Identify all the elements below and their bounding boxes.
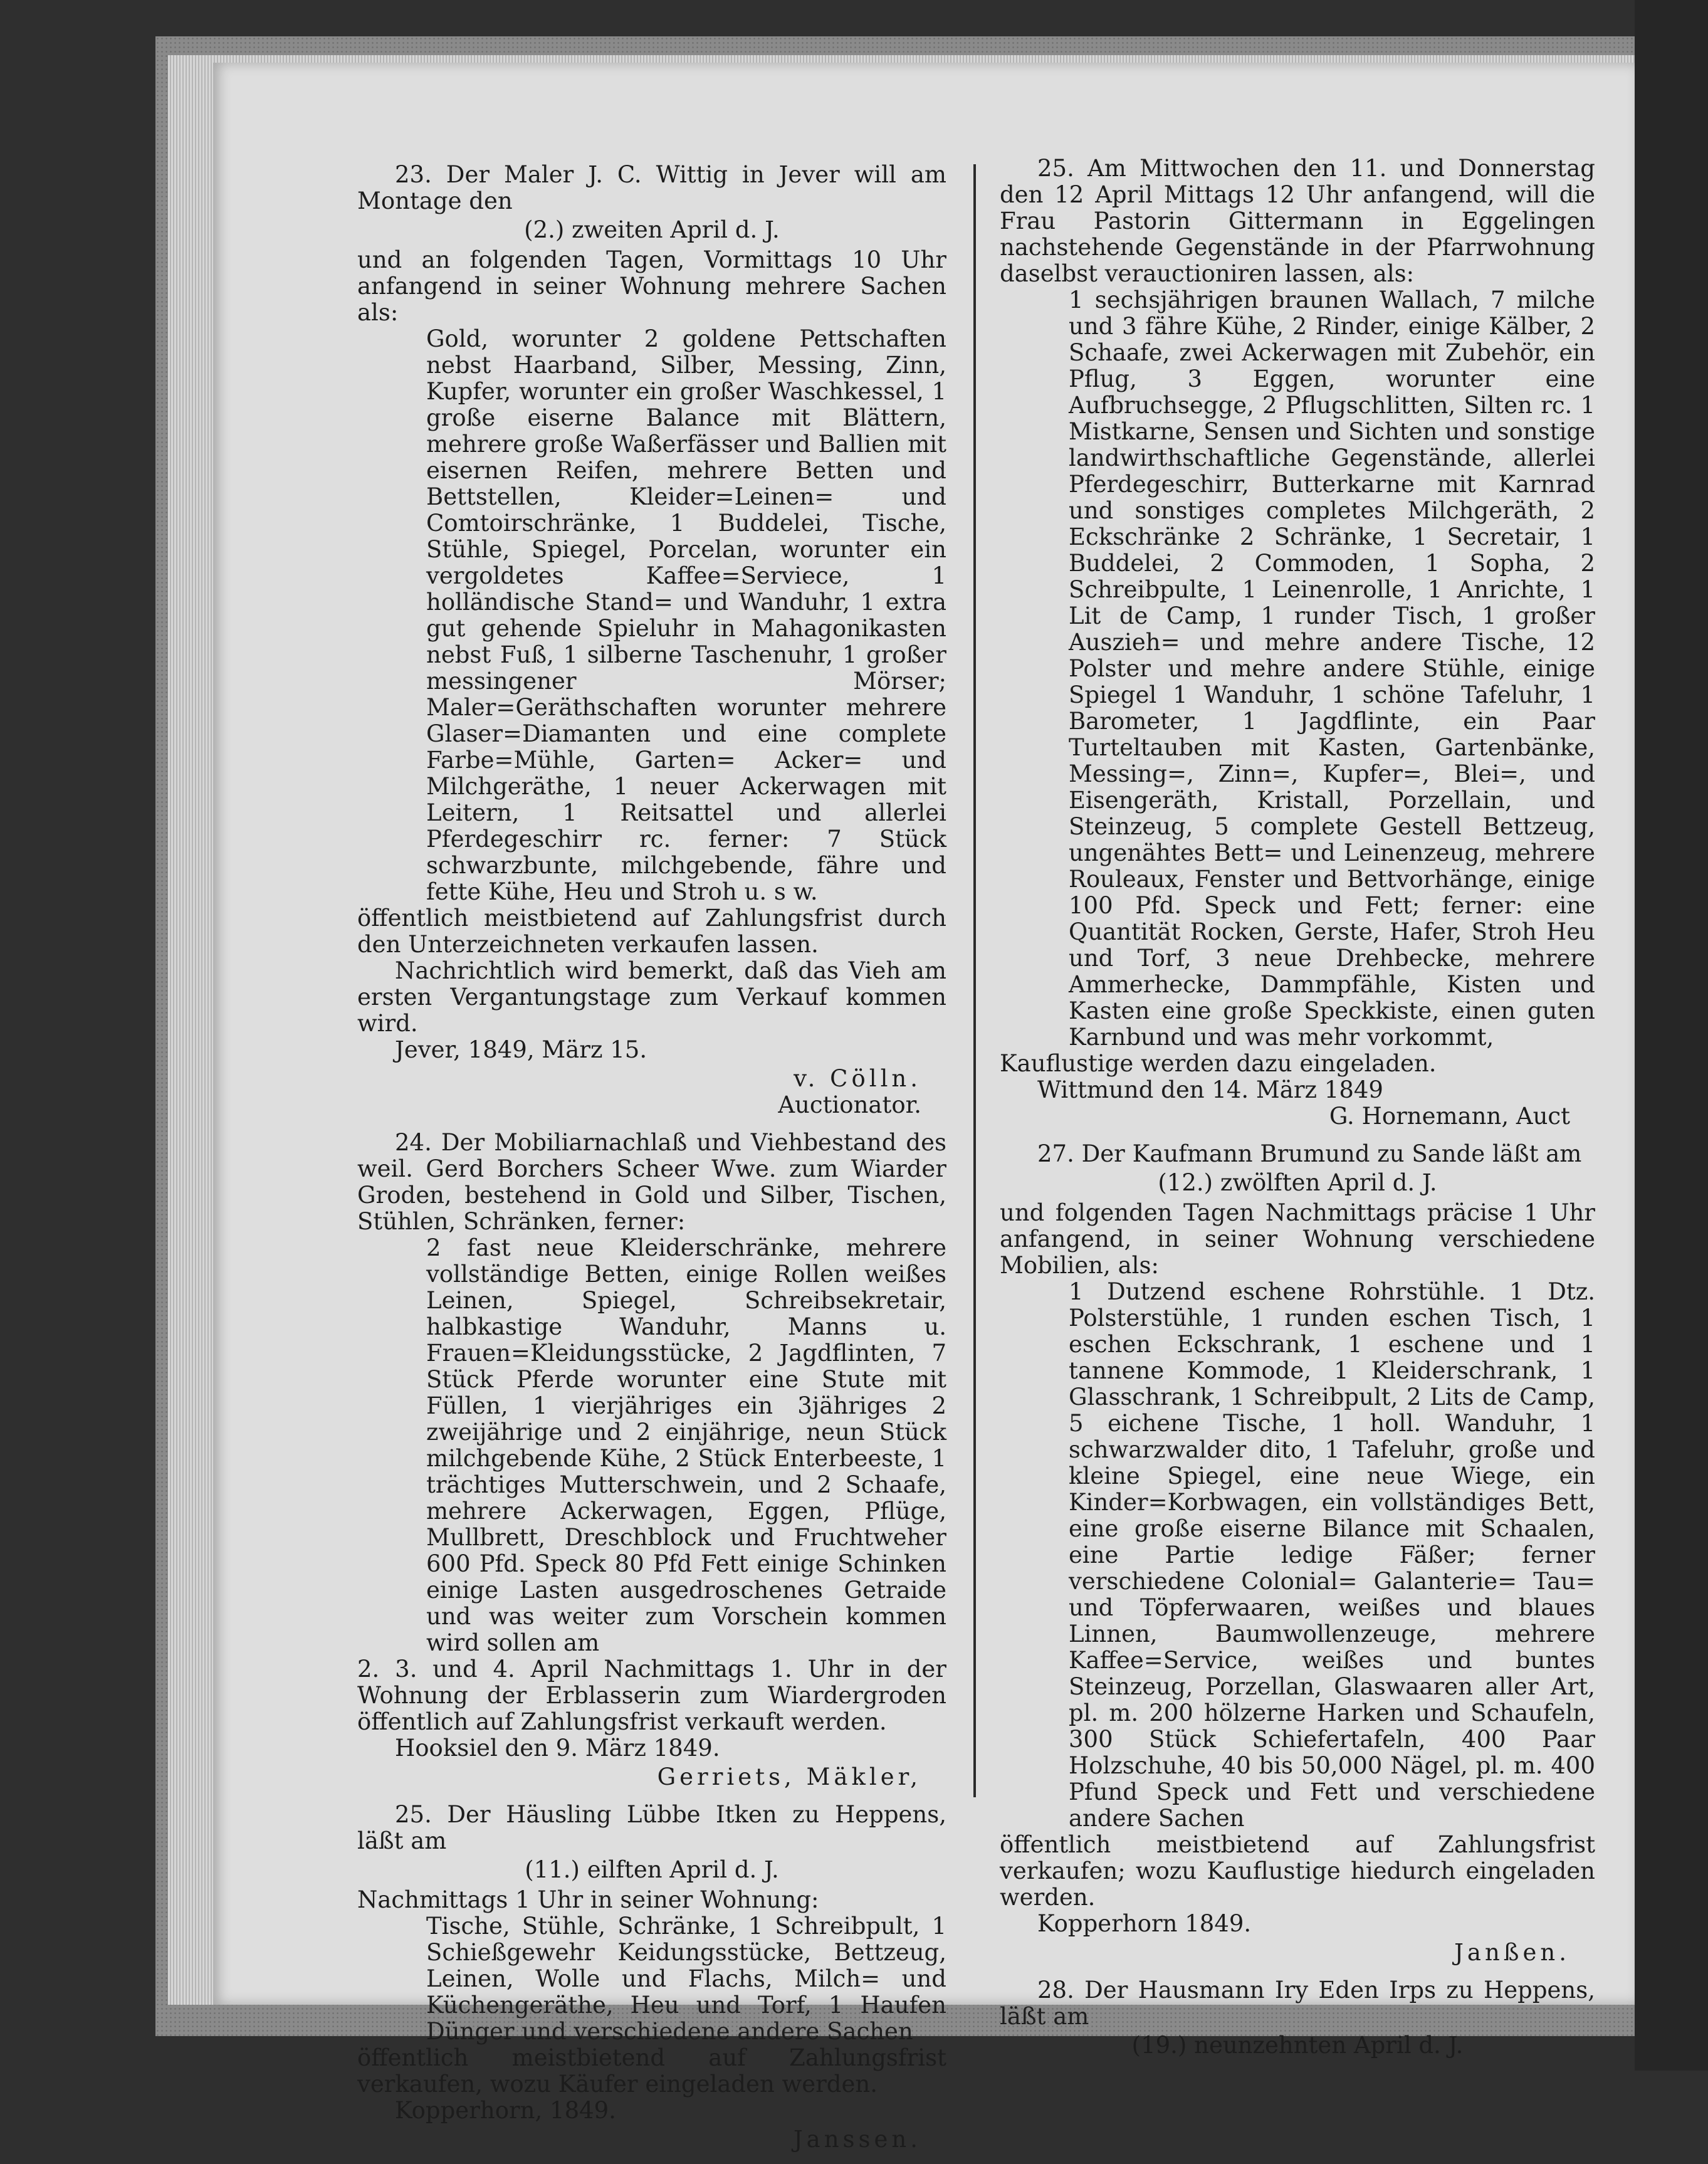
notice-body: Nachmittags 1 Uhr in seiner Wohnung: bbox=[357, 1886, 819, 1913]
left-column bbox=[357, 162, 946, 2164]
notice-head: 23. Der Maler J. C. Wittig in Jever will am Montage den bbox=[357, 161, 946, 214]
notice-date: (12.) zwölften April d. J. bbox=[1158, 1169, 1437, 1196]
notice-note: Nachrichtlich wird bemerkt, daß das Vieh am ersten Vergantungstage zum Verkauf kommen wird. bbox=[357, 957, 946, 1037]
notice-signature: Gerriets, Mäkler, bbox=[657, 1763, 921, 1790]
notice-head: 28. Der Hausmann Iry Eden Irps zu Heppens, läßt am bbox=[1000, 1977, 1595, 2030]
notice-place-date: Hooksiel den 9. März 1849. bbox=[395, 1735, 720, 1762]
notice-items: 1 sechsjährigen braunen Wallach, 7 milche und 3 fähre Kühe, 2 Rinder, einige Kälber, 2 Schaafe, zwei Ackerwagen mit Zubehör, ein Pflug, 3 Eggen, worunter eine Aufbruchsegge, 2 Pflugschlitten, Silten rc. 1 Mistkarne, Sensen und Sichten und sonstige landwirthschaftliche Gegenstände, allerlei Pferdegeschirr, Butterkarne mit Karnrad und sonstiges completes Milchgeräth, 2 Eckschränke 2 Schränke, 1 Secretair, 1 Buddelei, 2 Commoden, 1 Sopha, 2 Schreibpulte, 1 Leinenrolle, 1 Anrichte, 1 Lit de Camp, 1 runder Tisch, 1 großer Auszieh= und mehre andere Tische, 12 Polster und mehre andere Stühle, einige Spiegel 1 Wanduhr, 1 schöne Tafeluhr, 1 Barometer, 1 Jagdflinte, ein Paar Turteltauben mit Kasten, Gartenbänke, Messing=, Zinn=, Kupfer=, Blei=, und Eisengeräth, Kristall, Porzellain, und Steinzeug, 5 complete Gestell Bettzeug, ungenähtes Bett= und Leinenzeug, mehrere Rouleaux, Fenster und Bettvorhänge, einige 100 Pfd. Speck und Fett; ferner: eine Quantität Rocken, Gerste, Hafer, Stroh Heu und Torf, 3 neue Drehbecke, mehrere Ammerhecke, Dammpfähle, Kisten und Kasten eine große Speckkiste, einen guten Karnbund und was mehr vorkommt, bbox=[1069, 286, 1595, 1051]
notice-body: und folgenden Tagen Nachmittags präcise 1 Uhr anfangend, in seiner Wohnung verschiedene Mobilien, als: bbox=[1000, 1199, 1595, 1279]
notice-date: (11.) eilften April d. J. bbox=[525, 1856, 779, 1883]
notice-closing: 2. 3. und 4. April Nachmittags 1. Uhr in der Wohnung der Erblasserin zum Wiardergroden öffentlich auf Zahlungsfrist verkauft werden. bbox=[357, 1656, 946, 1735]
notice-head: 24. Der Mobiliarnachlaß und Viehbestand des weil. Gerd Borchers Scheer Wwe. zum Wiarder Groden, bestehend in Gold und Silber, Tischen, Stühlen, Schränken, ferner: bbox=[357, 1129, 946, 1235]
notice-head: 27. Der Kaufmann Brumund zu Sande läßt am bbox=[1037, 1140, 1582, 1167]
notice-23 bbox=[357, 162, 946, 1118]
notice-closing: öffentlich meistbietend auf Zahlungsfrist verkaufen, wozu Käufer eingeladen werden. bbox=[357, 2044, 946, 2098]
notice-closing: öffentlich meistbietend auf Zahlungsfrist verkaufen; wozu Kauflustige hiedurch eingeladen werden. bbox=[1000, 1831, 1595, 1911]
notice-28 bbox=[1000, 1977, 1595, 2059]
notice-place-date: Wittmund den 14. März 1849 bbox=[1037, 1076, 1383, 1103]
notice-place-date: Jever, 1849, März 15. bbox=[395, 1036, 647, 1063]
notice-signature: Janssen. bbox=[793, 2126, 921, 2153]
notice-24 bbox=[357, 1130, 946, 1790]
notice-signature: G. Hornemann, Auct bbox=[1329, 1103, 1570, 1130]
notice-25b bbox=[1000, 155, 1595, 1130]
right-column bbox=[1000, 155, 1595, 2070]
notice-signature: Janßen. bbox=[1454, 1939, 1570, 1966]
notice-head: 25. Am Mittwochen den 11. und Donnerstag den 12 April Mittags 12 Uhr anfangend, will die Frau Pastorin Gittermann in Eggelingen nachstehende Gegenstände in der Pfarrwohnung daselbst verauctioniren lassen, als: bbox=[1000, 155, 1595, 287]
notice-signature-title: Auctionator. bbox=[778, 1091, 921, 1118]
notice-date: (19.) neunzehnten April d. J. bbox=[1131, 2032, 1464, 2059]
notice-date: (2.) zweiten April d. J. bbox=[524, 216, 780, 243]
notice-place-date: Kopperhorn 1849. bbox=[1037, 1910, 1252, 1937]
notice-27 bbox=[1000, 1141, 1595, 1966]
notice-head: 25. Der Häusling Lübbe Itken zu Heppens, läßt am bbox=[357, 1801, 946, 1854]
notice-closing: öffentlich meistbietend auf Zahlungsfrist durch den Unterzeichneten verkaufen lassen. bbox=[357, 905, 946, 958]
notice-closing: Kauflustige werden dazu eingeladen. bbox=[1000, 1050, 1437, 1077]
notice-items: 2 fast neue Kleiderschränke, mehrere vollständige Betten, einige Rollen weißes Leinen, Spiegel, Schreibsekretair, halbkastige Wanduhr, Manns u. Frauen=Kleidungsstücke, 2 Jagdflinten, 7 Stück Pferde worunter eine Stute mit Füllen, 1 vierjähriges ein 3jähriges 2 zweijährige und 2 einjährige, neun Stück milchgebende Kühe, 2 Stück Enterbeeste, 1 trächtiges Mutterschwein, und 2 Schaafe, mehrere Ackerwagen, Eggen, Pflüge, Mullbrett, Dreschblock und Fruchtweher 600 Pfd. Speck 80 Pfd Fett einige Schinken einige Lasten ausgedroschenes Getraide und was weiter zum Vorschein kommen wird sollen am bbox=[426, 1234, 946, 1656]
notice-25 bbox=[357, 1802, 946, 2153]
notice-body: und an folgenden Tagen, Vormittags 10 Uhr anfangend in seiner Wohnung mehrere Sachen als: bbox=[357, 246, 946, 326]
background-edge bbox=[1635, 0, 1708, 2071]
notice-signature: v. Cölln. bbox=[794, 1065, 921, 1092]
notice-place-date: Kopperhorn, 1849. bbox=[395, 2097, 616, 2124]
notice-items: 1 Dutzend eschene Rohrstühle. 1 Dtz. Polsterstühle, 1 runden eschen Tisch, 1 eschen Eckschrank, 1 eschene und 1 tannene Kommode, 1 Kleiderschrank, 1 Glasschrank, 1 Schreibpult, 2 Lits de Camp, 5 eichene Tische, 1 holl. Wanduhr, 1 schwarzwalder dito, 1 Tafeluhr, große und kleine Spiegel, eine neue Wiege, ein Kinder=Korbwagen, ein vollständiges Bett, eine große eiserne Bilance mit Schaalen, eine Partie ledige Fäßer; ferner verschiedene Colonial= Galanterie= Tau= und Töpferwaaren, weißes und blaues Linnen, Baumwollenzeuge, mehrere Kaffee=Service, weißes und buntes Steinzeug, Porzellan, Glaswaaren aller Art, pl. m. 200 hölzerne Harken und Schaufeln, 300 Stück Schiefertafeln, 400 Paar Holzschuhe, 40 bis 50,000 Nägel, pl. m. 400 Pfund Speck und Fett und verschiedene andere Sachen bbox=[1069, 1278, 1595, 1832]
column-divider bbox=[973, 164, 976, 1797]
notice-items: Tische, Stühle, Schränke, 1 Schreibpult, 1 Schießgewehr Keidungsstücke, Bettzeug, Leinen, Wolle und Flachs, Milch= und Küchengeräthe, Heu und Torf, 1 Haufen Dünger und verschiedene andere Sachen bbox=[426, 1913, 946, 2045]
notice-items: Gold, worunter 2 goldene Pettschaften nebst Haarband, Silber, Messing, Zinn, Kupfer, worunter ein großer Waschkessel, 1 große eiserne Balance mit Blättern, mehrere große Waßerfässer und Ballien mit eisernen Reifen, mehrere Betten und Bettstellen, Kleider=Leinen= und Comtoirschränke, 1 Buddelei, Tische, Stühle, Spiegel, Porcelan, worunter ein vergoldetes Kaffee=Serviece, 1 holländische Stand= und Wanduhr, 1 extra gut gehende Spieluhr in Mahagonikasten nebst Fuß, 1 silberne Taschenuhr, 1 großer messingener Mörser; Maler=Geräthschaften worunter mehrere Glaser=Diamanten und eine complete Farbe=Mühle, Garten= Acker= und Milchgeräthe, 1 neuer Ackerwagen mit Leitern, 1 Reitsattel und allerlei Pferdegeschirr rc. ferner: 7 Stück schwarzbunte, milchgebende, fähre und fette Kühe, Heu und Stroh u. s w. bbox=[426, 325, 946, 905]
